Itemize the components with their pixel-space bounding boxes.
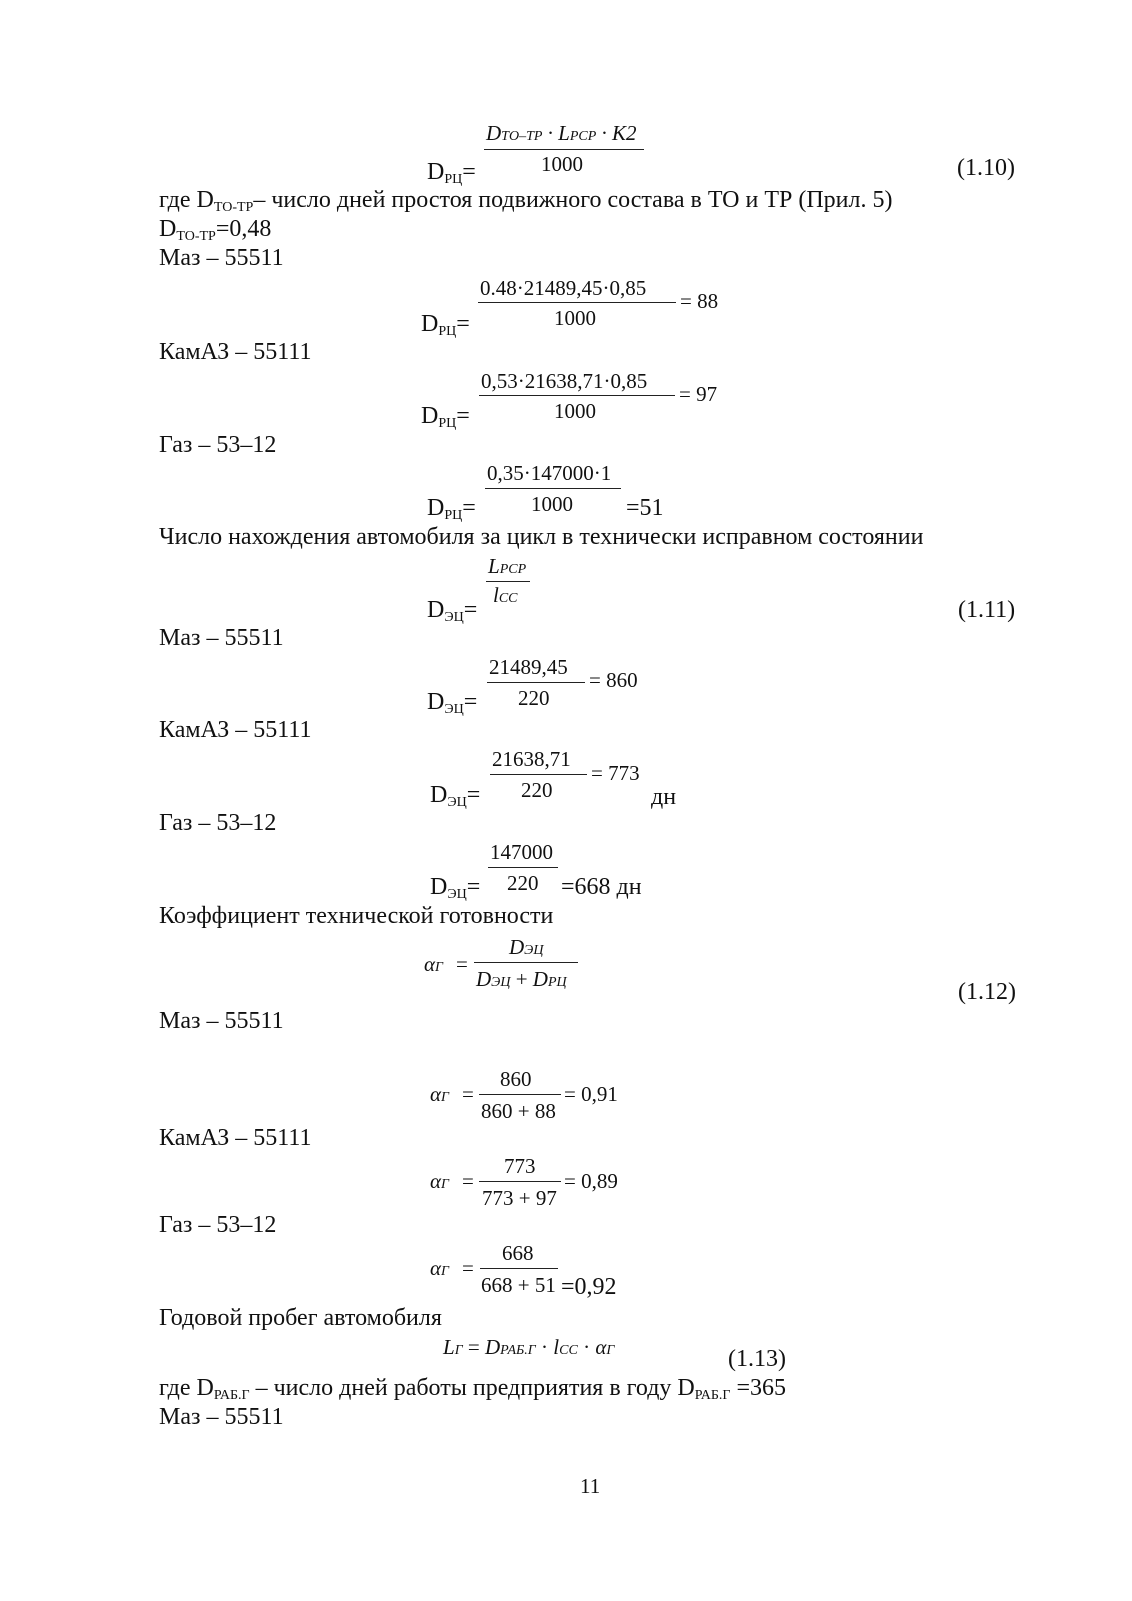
formula-1-10-denominator: 1000 [541, 152, 583, 176]
rc-kamaz-result: = 97 [679, 382, 718, 406]
equation-number: (1.13) [728, 1346, 786, 1372]
rc-gaz-numerator: 0,35·147000·1 [487, 461, 612, 485]
ec-maz-numerator: 21489,45 [489, 655, 568, 679]
formula-1-11-numerator: LРСР [488, 554, 527, 578]
ec-gaz-lhs: $D_{ЭЦ}=$ [430, 874, 481, 902]
fraction-bar [474, 962, 578, 963]
alpha-kamaz-result: = 0,89 [564, 1169, 618, 1193]
ec-kamaz-unit: дн [651, 784, 677, 810]
rc-gaz-lhs: $D_{РЦ}=$ [427, 495, 476, 523]
rc-kamaz-lhs: $D_{РЦ}=$ [421, 403, 470, 431]
alpha-gaz-denominator: 668 + 51 [481, 1273, 556, 1297]
fraction-bar [487, 682, 585, 683]
alpha-kamaz-numerator: 773 [504, 1154, 536, 1178]
vehicle-maz: Маз – 55511 [159, 1008, 284, 1034]
rc-gaz-result: =51 [626, 495, 664, 521]
alpha-kamaz-denominator: 773 + 97 [482, 1186, 557, 1210]
formula-1-10-numerator: DТО–ТР · LРСР · K2 [486, 121, 637, 145]
equation-number: (1.12) [958, 979, 1016, 1005]
vehicle-maz: Маз – 55511 [159, 1404, 284, 1430]
formula-1-12-denominator: DЭЦ + DРЦ [476, 967, 567, 991]
alpha-gaz-lhs: αГ [430, 1256, 449, 1280]
alpha-kamaz-lhs: αГ [430, 1169, 449, 1193]
alpha-gaz-numerator: 668 [502, 1241, 534, 1265]
formula-1-12-eq: = [456, 952, 468, 976]
fraction-bar [484, 149, 644, 150]
fraction-bar [485, 488, 621, 489]
rc-gaz-denominator: 1000 [531, 492, 573, 516]
vehicle-maz: Маз – 55511 [159, 245, 284, 271]
ec-maz-lhs: $D_{ЭЦ}=$ [427, 689, 478, 717]
vehicle-gaz: Газ – 53–12 [159, 810, 277, 836]
vehicle-maz: Маз – 55511 [159, 625, 284, 651]
fraction-bar [479, 1181, 561, 1182]
alpha-maz-denominator: 860 + 88 [481, 1099, 556, 1123]
cycle-heading: Число нахождения автомобиля за цикл в технически исправном состоянии [159, 524, 924, 550]
vehicle-gaz: Газ – 53–12 [159, 432, 277, 458]
fraction-bar [479, 395, 675, 396]
page-number: 11 [580, 1474, 601, 1498]
ec-kamaz-numerator: 21638,71 [492, 747, 571, 771]
fraction-bar [480, 1268, 558, 1269]
rc-kamaz-denominator: 1000 [554, 399, 596, 423]
alpha-gaz-eq: = [462, 1256, 474, 1280]
ec-kamaz-denominator: 220 [521, 778, 553, 802]
alpha-maz-eq: = [462, 1082, 474, 1106]
annual-heading: Годовой пробег автомобиля [159, 1305, 442, 1331]
where-line-1: где $D_{ТО-ТР}-$ число дней простоя подвижного состава в ТО и ТР (Прил. 5) [159, 187, 893, 215]
rc-maz-lhs: $D_{РЦ}=$ [421, 311, 470, 339]
formula-1-12-alpha: αГ [424, 952, 443, 976]
vehicle-kamaz: КамАЗ – 55111 [159, 717, 312, 743]
formula-1-12-numerator: DЭЦ [509, 935, 544, 959]
fraction-bar [479, 1094, 561, 1095]
dtotr-value: $D_{ТО-ТР}=0,48$ [159, 216, 272, 244]
equation-number: (1.10) [957, 155, 1015, 181]
vehicle-gaz: Газ – 53–12 [159, 1212, 277, 1238]
alpha-gaz-result: =0,92 [561, 1274, 617, 1300]
fraction-bar [490, 774, 587, 775]
alpha-maz-result: = 0,91 [564, 1082, 618, 1106]
rc-maz-denominator: 1000 [554, 306, 596, 330]
rc-maz-numerator: 0.48·21489,45·0,85 [480, 276, 647, 300]
vehicle-kamaz: КамАЗ – 55111 [159, 339, 312, 365]
where-line-2: где $D_{РАБ.Г}$ – число дней работы предприятия в году $D_{РАБ.Г} =365$ [159, 1375, 787, 1403]
ktg-heading: Коэффициент технической готовности [159, 903, 554, 929]
ec-maz-result: = 860 [589, 668, 638, 692]
ec-maz-denominator: 220 [518, 686, 550, 710]
rc-maz-result: = 88 [680, 289, 719, 313]
ec-gaz-denominator: 220 [507, 871, 539, 895]
ec-kamaz-lhs: $D_{ЭЦ}=$ [430, 782, 481, 810]
alpha-kamaz-eq: = [462, 1169, 474, 1193]
formula-1-11-denominator: lСС [493, 583, 518, 607]
vehicle-kamaz: КамАЗ – 55111 [159, 1125, 312, 1151]
formula-1-13: LГ = DРАБ.Г · lСС · αГ [443, 1335, 615, 1359]
alpha-maz-numerator: 860 [500, 1067, 532, 1091]
fraction-bar [486, 581, 530, 582]
ec-gaz-numerator: 147000 [490, 840, 553, 864]
ec-gaz-result: =668 дн [561, 874, 642, 900]
fraction-bar [488, 867, 558, 868]
ec-kamaz-result: = 773 [591, 761, 640, 785]
equation-number: (1.11) [958, 597, 1016, 623]
formula-1-11-lhs: $D_{ЭЦ}=$ [427, 597, 478, 625]
alpha-maz-lhs: αГ [430, 1082, 449, 1106]
fraction-bar [478, 302, 676, 303]
formula-1-10-lhs: $D_{РЦ}=$ [427, 159, 476, 187]
rc-kamaz-numerator: 0,53·21638,71·0,85 [481, 369, 648, 393]
